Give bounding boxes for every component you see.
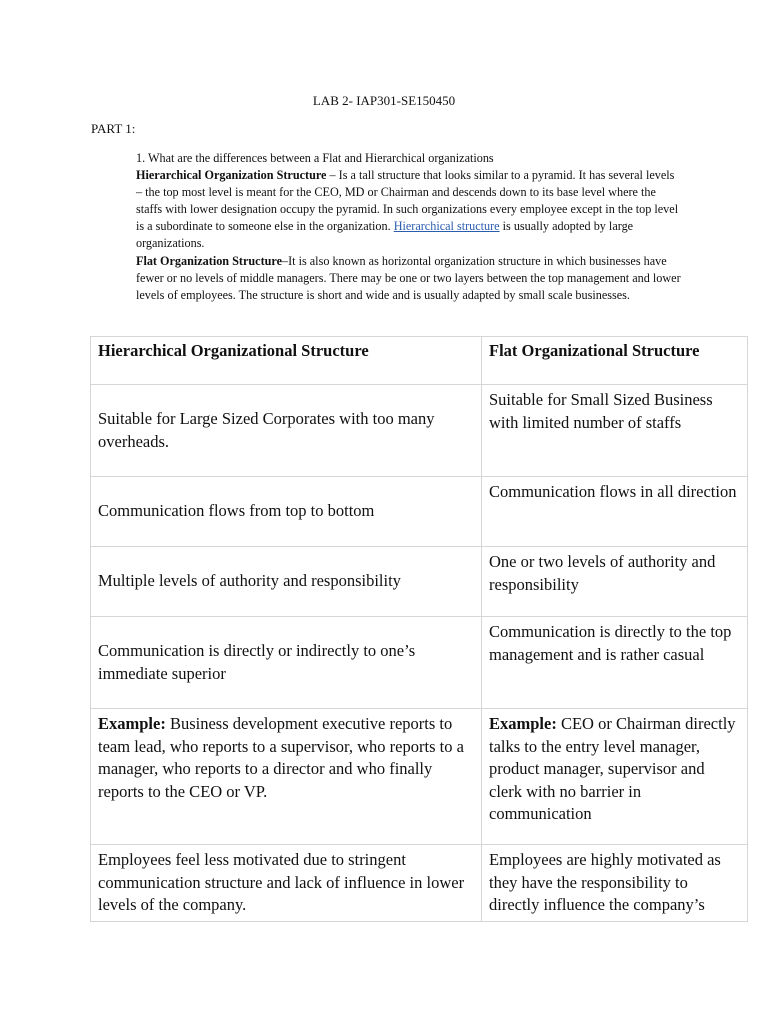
cell-hierarchical: Multiple levels of authority and responsibility (91, 547, 482, 617)
table-row (91, 385, 748, 477)
cell-hierarchical: Communication flows from top to bottom (91, 477, 482, 547)
hierarchical-text: – Is a tall structure that looks similar to a pyramid. It has several levels – the top most level is meant for the CEO, MD or Chairman and descends down to its base level where the staffs with lower designation occupy the pyramid. In such organizations every employee except in the top level is a subordinate to someone else in the organization. (136, 168, 679, 234)
table-header-row (91, 337, 748, 385)
example-text: CEO or Chairman directly talks to the entry level manager, product manager, supervisor and clerk with no barrier in communication (489, 714, 736, 823)
example-label: Example: (98, 714, 166, 733)
table-row (91, 845, 748, 922)
comparison-table (90, 336, 748, 922)
cell-flat: Communication is directly to the top management and is rather casual (482, 617, 748, 709)
document-title: LAB 2- IAP301-SE150450 (312, 93, 456, 108)
flat-text: –It is also known as horizontal organization structure in which businesses have fewer or no levels of middle managers. There may be one or two layers between the top management and lower levels of employees. The structure is short and wide and is usually adapted by small scale businesses. (136, 253, 681, 302)
question-text: 1. What are the differences between a Flat and Hierarchical organizations (136, 151, 494, 165)
cell-hierarchical (91, 709, 482, 845)
flat-heading: Flat Organization Structure (136, 253, 283, 268)
table-row (91, 477, 748, 547)
cell-hierarchical: Communication is directly or indirectly to one’s immediate superior (91, 617, 482, 709)
hierarchical-paragraph (136, 167, 681, 252)
hierarchical-text-end: is usually adopted by large organizations. (136, 219, 634, 251)
cell-flat-clipped-text: Employees are highly motivated as they have the responsibility to directly influence the company’s (489, 850, 721, 914)
header-flat: Flat Organizational Structure (482, 337, 748, 385)
cell-flat: Communication flows in all direction (482, 477, 748, 547)
example-text: Business development executive reports to team lead, who reports to a supervisor, who reports to a manager, who reports to a director and who finally reports to the CEO or VP. (98, 714, 464, 801)
hierarchical-structure-link[interactable]: Hierarchical structure (393, 219, 500, 234)
intro-section (136, 150, 681, 304)
header-hierarchical: Hierarchical Organizational Structure (91, 337, 482, 385)
flat-paragraph (136, 253, 681, 304)
cell-hierarchical: Suitable for Large Sized Corporates with too many overheads. (91, 385, 482, 477)
part-heading: PART 1: (91, 121, 136, 136)
cell-flat (482, 709, 748, 845)
table-row (91, 547, 748, 617)
table-row (91, 617, 748, 709)
table-row (91, 709, 748, 845)
hierarchical-heading: Hierarchical Organization Structure (136, 168, 327, 183)
cell-flat (482, 845, 748, 922)
cell-flat: Suitable for Small Sized Business with limited number of staffs (482, 385, 748, 477)
example-label: Example: (489, 714, 557, 733)
cell-hierarchical: Employees feel less motivated due to stringent communication structure and lack of influence in lower levels of the company. (91, 845, 482, 922)
cell-flat: One or two levels of authority and responsibility (482, 547, 748, 617)
